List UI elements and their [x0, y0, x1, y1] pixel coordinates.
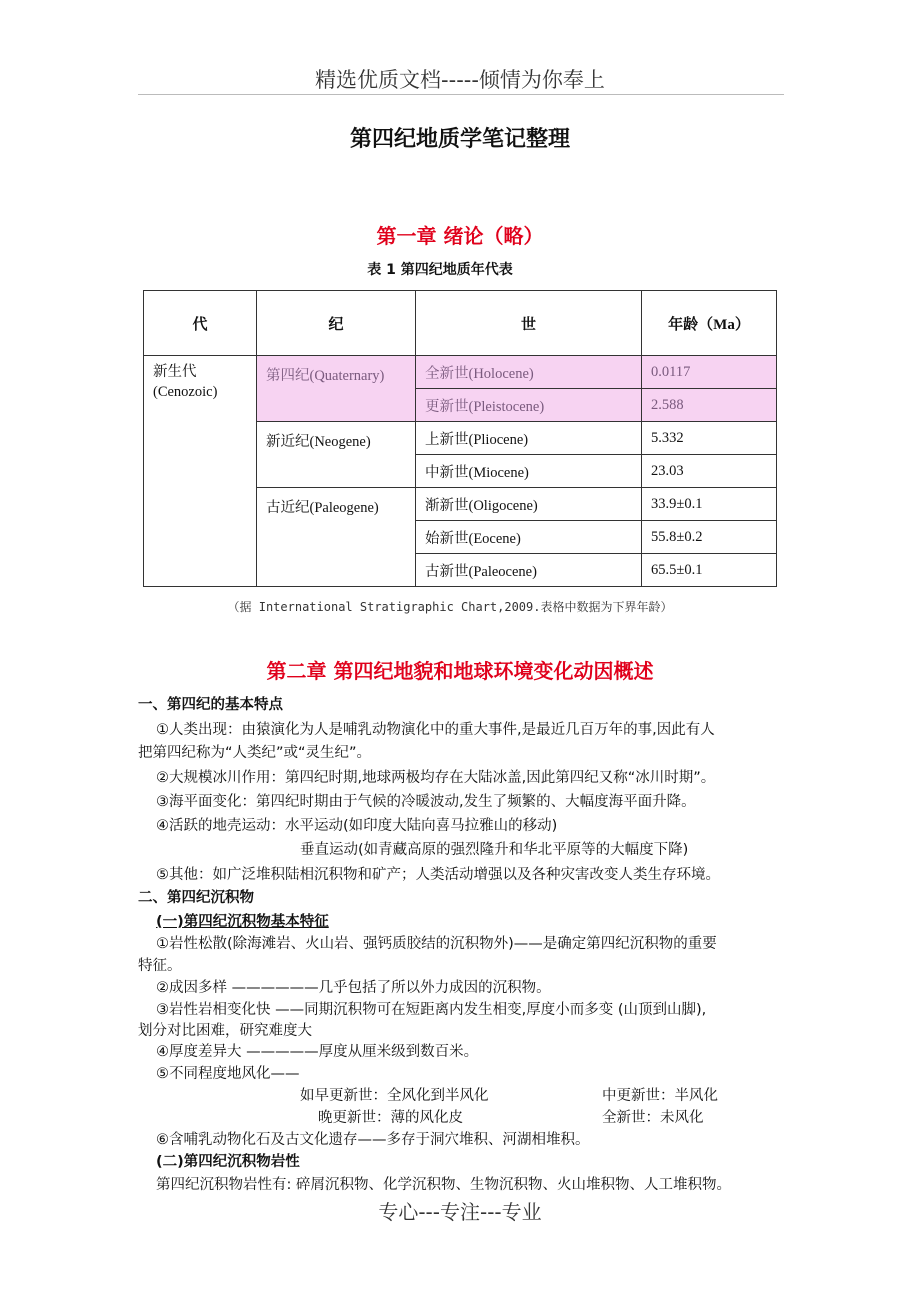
- paragraph-line: ②成因多样 ——————几乎包括了所以外力成因的沉积物。: [156, 980, 551, 996]
- epoch-cell: 始新世(Eocene): [416, 521, 642, 554]
- epoch-cell: 古新世(Paleocene): [416, 554, 642, 587]
- header-epoch: 世: [416, 291, 642, 356]
- era-cell: [144, 356, 257, 587]
- chapter-2-heading: 第二章 第四纪地貌和地球环境变化动因概述: [266, 659, 654, 683]
- weathering-item: 如早更新世：全风化到半风化: [300, 1088, 489, 1104]
- paragraph-line: ②大规模冰川作用：第四纪时期,地球两极均存在大陆冰盖,因此第四纪又称“冰川时期”。: [156, 770, 716, 786]
- paragraph-line: ⑤其他：如广泛堆积陆相沉积物和矿产；人类活动增强以及各种灾害改变人类生存环境。: [156, 867, 720, 883]
- page-footer: 专心---专注---专业: [378, 1200, 542, 1224]
- age-cell: 5.332: [642, 422, 777, 455]
- paragraph-line: ④厚度差异大 —————厚度从厘米级到数百米。: [156, 1044, 479, 1060]
- period-paleogene: 古近纪(Paleogene): [257, 488, 416, 587]
- table-header-row: [144, 291, 777, 356]
- chapter-1-heading: 第一章 绪论（略）: [376, 224, 544, 248]
- era-name: 新生代: [153, 364, 197, 380]
- page-header: 精选优质文档-----倾情为你奉上: [315, 68, 605, 92]
- paragraph-line: ④活跃的地壳运动：水平运动(如印度大陆向喜马拉雅山的移动): [156, 818, 558, 834]
- period-neogene: 新近纪(Neogene): [257, 422, 416, 488]
- age-cell: 23.03: [642, 455, 777, 488]
- header-rule: [138, 94, 784, 95]
- paragraph-line: 垂直运动(如青藏高原的强烈隆升和华北平原等的大幅度下降): [300, 842, 689, 858]
- table-caption: 表 1 第四纪地质年代表: [367, 262, 513, 278]
- header-era: 代: [144, 291, 257, 356]
- table-source-note: （据 International Stratigraphic Chart,2009.表格中数据为下界年龄）: [227, 600, 673, 614]
- table-row: [144, 356, 777, 389]
- header-age: 年龄（Ma）: [642, 291, 777, 356]
- paragraph-line: ①岩性松散(除海滩岩、火山岩、强钙质胶结的沉积物外)——是确定第四纪沉积物的重要: [156, 936, 717, 952]
- paragraph-line: ⑤不同程度地风化——: [156, 1066, 300, 1082]
- weathering-item: 全新世：未风化: [602, 1110, 704, 1126]
- paragraph-line: 把第四纪称为“人类纪”或“灵生纪”。: [138, 745, 372, 761]
- paragraph-line: 特征。: [138, 958, 182, 974]
- paragraph-line: ③海平面变化：第四纪时期由于气候的冷暖波动,发生了频繁的、大幅度海平面升降。: [156, 794, 696, 810]
- epoch-cell: 渐新世(Oligocene): [416, 488, 642, 521]
- period-quaternary: 第四纪(Quaternary): [257, 356, 416, 422]
- paragraph-line: 划分对比困难，研究难度大: [138, 1023, 312, 1039]
- epoch-cell: 上新世(Pliocene): [416, 422, 642, 455]
- age-cell: 33.9±0.1: [642, 488, 777, 521]
- weathering-item: 中更新世：半风化: [602, 1088, 718, 1104]
- header-period: 纪: [257, 291, 416, 356]
- geologic-time-table: [143, 290, 777, 587]
- paragraph-line: ①人类出现：由猿演化为人是哺乳动物演化中的重大事件,是最近几百万年的事,因此有人: [156, 722, 715, 738]
- era-name-en: (Cenozoic): [153, 384, 218, 400]
- age-cell: 2.588: [642, 389, 777, 422]
- age-cell: 55.8±0.2: [642, 521, 777, 554]
- epoch-cell: 中新世(Miocene): [416, 455, 642, 488]
- subsection-1-heading: (一)第四纪沉积物基本特征: [156, 914, 329, 930]
- weathering-item: 晚更新世：薄的风化皮: [318, 1110, 463, 1126]
- section-2-heading: 二、第四纪沉积物: [138, 890, 254, 906]
- paragraph-line: 第四纪沉积物岩性有: 碎屑沉积物、化学沉积物、生物沉积物、火山堆积物、人工堆积物。: [156, 1177, 731, 1193]
- document-title: 第四纪地质学笔记整理: [349, 127, 570, 152]
- section-1-heading: 一、第四纪的基本特点: [138, 697, 283, 713]
- epoch-cell: 全新世(Holocene): [416, 356, 642, 389]
- age-cell: 0.0117: [642, 356, 777, 389]
- subsection-2-heading: (二)第四纪沉积物岩性: [156, 1154, 300, 1170]
- paragraph-line: ⑥含哺乳动物化石及古文化遗存——多存于洞穴堆积、河湖相堆积。: [156, 1132, 590, 1148]
- paragraph-line: ③岩性岩相变化快 ——同期沉积物可在短距离内发生相变,厚度小而多变 (山顶到山脚),: [156, 1002, 707, 1018]
- age-cell: 65.5±0.1: [642, 554, 777, 587]
- epoch-cell: 更新世(Pleistocene): [416, 389, 642, 422]
